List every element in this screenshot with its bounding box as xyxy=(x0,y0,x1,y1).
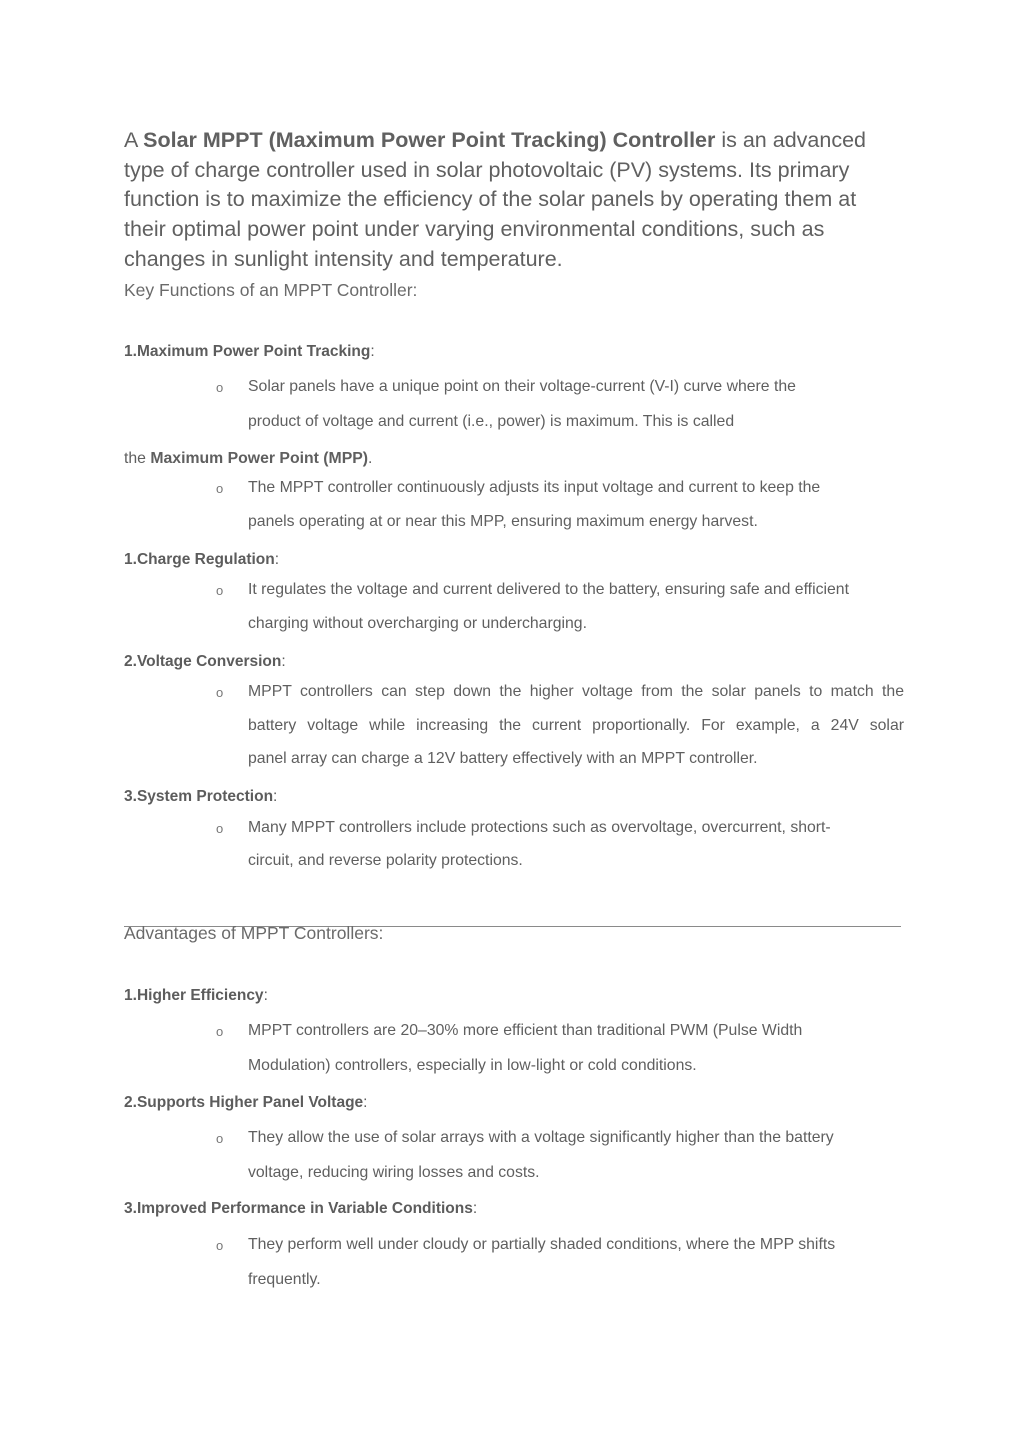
section-heading xyxy=(124,987,268,1005)
section-heading xyxy=(124,1200,477,1218)
section-title: Supports Higher Panel Voltage xyxy=(136,1094,364,1111)
section-number: 1. xyxy=(124,551,137,568)
bullet-line: charging without overcharging or undercharging. xyxy=(248,615,587,632)
intro-line-5: changes in sunlight intensity and temperature. xyxy=(124,246,563,271)
section-number: 1. xyxy=(124,343,137,360)
section-title: System Protection xyxy=(136,788,274,805)
bullet-line: voltage, reducing wiring losses and costs. xyxy=(248,1164,540,1181)
bullet-line: The MPPT controller continuously adjusts its input voltage and current to keep the xyxy=(248,479,821,496)
bullet-icon: o xyxy=(216,481,224,496)
intro-article: A xyxy=(124,128,138,152)
section-heading xyxy=(124,1094,367,1112)
bullet-icon: o xyxy=(216,1238,224,1253)
intro-term: Solar MPPT (Maximum Power Point Tracking) Controller xyxy=(143,128,716,152)
section-heading xyxy=(124,343,375,361)
colon: : xyxy=(363,1094,368,1111)
intro-rest: is an advanced xyxy=(715,128,866,152)
continuation-prefix: the xyxy=(124,450,151,467)
section-number: 2. xyxy=(124,1094,137,1111)
colon: : xyxy=(472,1200,478,1217)
bullet-icon: o xyxy=(216,1024,224,1039)
bullet-line: product of voltage and current (i.e., power) is maximum. This is called xyxy=(248,413,735,430)
advantages-heading: Advantages of MPPT Controllers: xyxy=(124,923,384,943)
bullet-line: It regulates the voltage and current delivered to the battery, ensuring safe and efficient xyxy=(248,581,849,598)
intro-line-2: type of charge controller used in solar photovoltaic (PV) systems. Its primary xyxy=(124,157,850,182)
continuation-suffix: . xyxy=(368,450,373,467)
colon: : xyxy=(263,987,268,1004)
bullet-line: battery voltage while increasing the current proportionally. For example, a 24V solar xyxy=(248,717,904,734)
section-title: Maximum Power Point Tracking xyxy=(136,343,371,360)
intro-line-4: their optimal power point under varying environmental conditions, such as xyxy=(124,217,825,242)
section-number: 3. xyxy=(124,1200,137,1217)
section-heading xyxy=(124,653,286,671)
bullet-line: Many MPPT controllers include protections such as overvoltage, overcurrent, short- xyxy=(248,819,831,836)
bullet-line: frequently. xyxy=(248,1271,321,1288)
section-number: 3. xyxy=(124,788,137,805)
section-heading xyxy=(124,788,277,806)
section-number: 2. xyxy=(124,653,137,670)
colon: : xyxy=(281,653,286,670)
section-title: Higher Efficiency xyxy=(136,987,264,1004)
section-number: 1. xyxy=(124,987,137,1004)
bullet-line: circuit, and reverse polarity protections. xyxy=(248,852,523,869)
section-heading xyxy=(124,551,279,569)
intro-paragraph xyxy=(124,126,914,275)
intro-line-3: function is to maximize the efficiency of the solar panels by operating them at xyxy=(124,187,857,212)
bullet-line: Modulation) controllers, especially in low-light or cold conditions. xyxy=(248,1057,697,1074)
bullet-line: Solar panels have a unique point on their voltage-current (V-I) curve where the xyxy=(248,378,796,395)
bullet-icon: o xyxy=(216,380,224,395)
intro-line-1 xyxy=(124,126,914,156)
colon: : xyxy=(274,551,280,568)
bullet-line: They allow the use of solar arrays with a voltage significantly higher than the battery xyxy=(248,1129,834,1146)
continuation-term: Maximum Power Point (MPP) xyxy=(150,450,369,467)
bullet-line: panel array can charge a 12V battery effectively with an MPPT controller. xyxy=(248,750,758,767)
section-title: Improved Performance in Variable Conditions xyxy=(136,1200,473,1217)
bullet-icon: o xyxy=(216,1131,224,1146)
key-functions-heading: Key Functions of an MPPT Controller: xyxy=(124,280,418,300)
bullet-line: panels operating at or near this MPP, ensuring maximum energy harvest. xyxy=(248,513,758,530)
colon: : xyxy=(370,343,375,360)
section-title: Voltage Conversion xyxy=(136,653,282,670)
colon: : xyxy=(273,788,278,805)
section-title: Charge Regulation xyxy=(136,551,275,568)
bullet-icon: o xyxy=(216,821,224,836)
bullet-icon: o xyxy=(216,583,224,598)
bullet-line: They perform well under cloudy or partially shaded conditions, where the MPP shifts xyxy=(248,1236,836,1253)
bullet-continuation xyxy=(124,450,372,468)
bullet-icon: o xyxy=(216,685,224,700)
bullet-line: MPPT controllers can step down the higher voltage from the solar panels to match the xyxy=(248,683,904,700)
bullet-line: MPPT controllers are 20–30% more efficient than traditional PWM (Pulse Width xyxy=(248,1022,803,1039)
